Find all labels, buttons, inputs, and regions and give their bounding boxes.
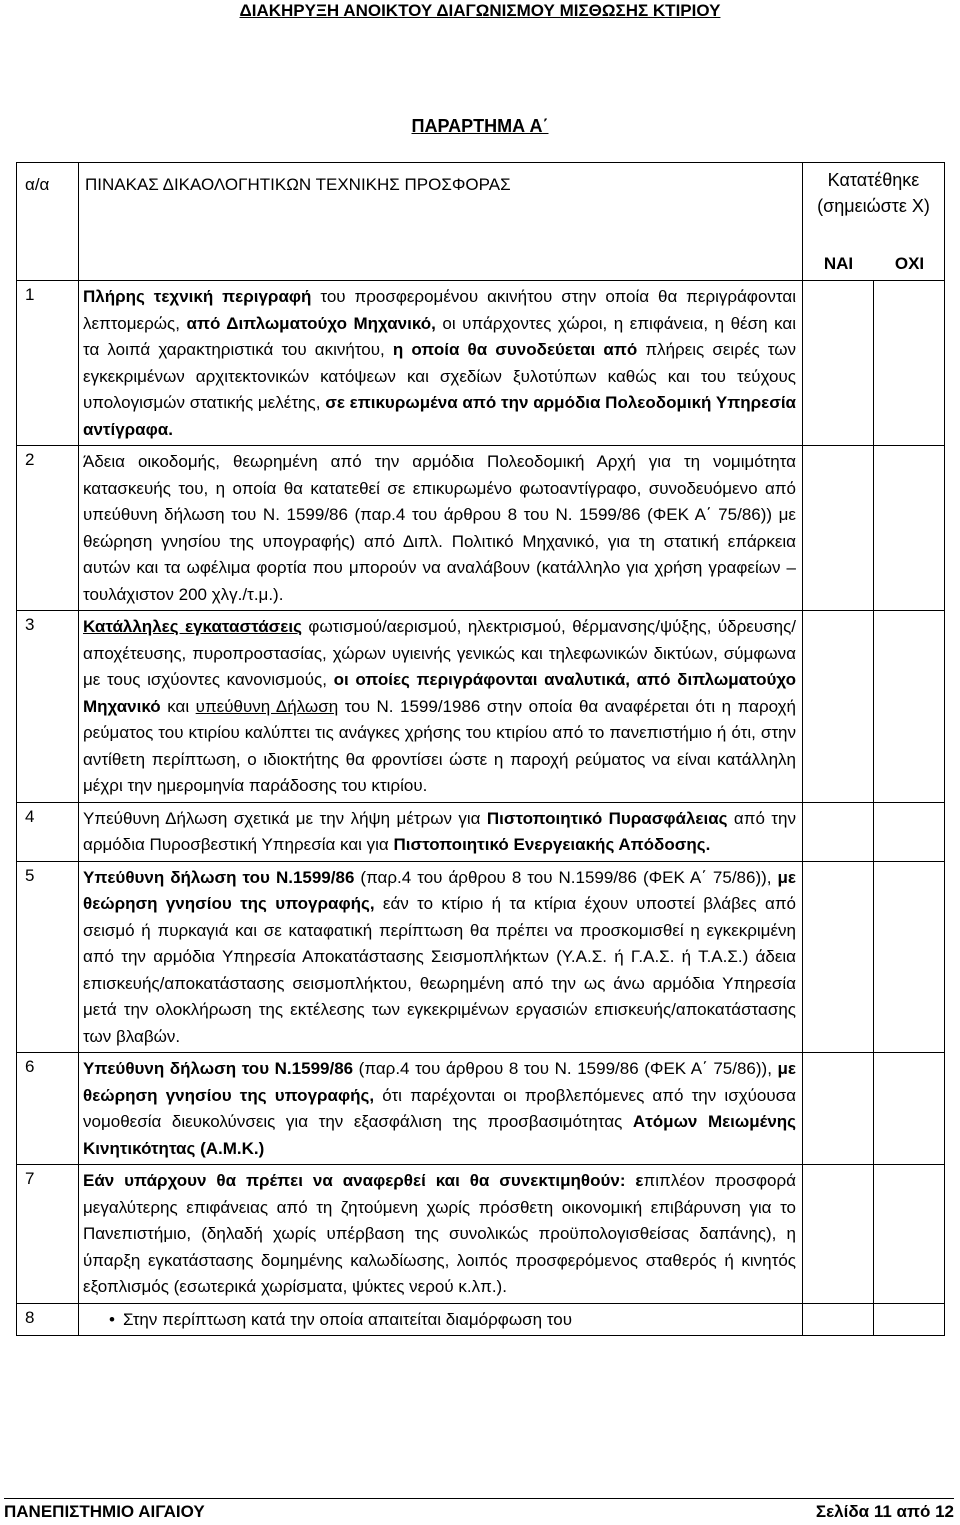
row-description xyxy=(79,1053,803,1165)
footer-page-number: Σελίδα 11 από 12 xyxy=(815,1502,954,1521)
row-number: 6 xyxy=(17,1053,79,1165)
row-number: 3 xyxy=(17,611,79,803)
description-text: φωτισμού/αερισμού, ηλεκτρισμού, θέρμανσης/ψύξης, ύδρευσης/αποχέτευσης, πυροπροστασίας, χώρων υγιεινής γενικώς και τηλεφωνικών δικτύων, σύμφωνα με τους ισχύοντες κανονισμούς, xyxy=(83,617,796,689)
filed-label-line1: Κατατέθηκε xyxy=(827,170,920,190)
checkbox-no-cell[interactable] xyxy=(874,1303,945,1336)
footer-university: ΠΑΝΕΠΙΣΤΗΜΙΟ ΑΙΓΑΙΟΥ xyxy=(4,1502,205,1521)
checkbox-yes-cell[interactable] xyxy=(803,611,874,803)
checkbox-yes-cell[interactable] xyxy=(803,1053,874,1165)
description-text: ότι παρέχονται οι προβλεπόμενες από την ισχύουσα νομοθεσία διευκολύνσεις για την εξασφάλιση της προσβασιμότητας xyxy=(83,1085,796,1131)
table-header-row xyxy=(17,163,945,281)
description-text: οι υπάρχοντες χώροι, η επιφάνεια, η θέση και τα λοιπά χαρακτηριστικά του ακινήτου, xyxy=(83,313,796,359)
table-row xyxy=(17,611,945,803)
checkbox-yes-cell[interactable] xyxy=(803,1303,874,1336)
description-text: εάν το κτίριο ή τα κτίρια έχουν υποστεί βλάβες από σεισμό ή πυρκαγιά και σε καταφατική περίπτωση θα πρέπει να προσκομισθεί η εγκεκριμένη από την αρμόδια Υπηρεσία Αποκατάστασης Σεισμοπλήκτων (Υ.Α.Σ. ή Γ.Α.Σ. ή Τ.Α.Σ.) άδεια επισκευής/αποκατάστασης σεισμοπλήκτου, θεωρημένη από την ως άνω αρμόδια Υπηρεσία μετά την ολοκλήρωση της εκτέλεσης των εγκεκριμένων εργασιών επισκευής/αποκατάστασης των βλαβών. xyxy=(83,894,797,1046)
table-row xyxy=(17,1165,945,1304)
filed-label xyxy=(803,163,944,219)
row-description xyxy=(79,1165,803,1304)
description-text: οι οποίες περιγράφονται αναλυτικά, από διπλωματούχο Μηχανικό xyxy=(83,670,796,716)
description-text: με θεώρηση γνησίου της υπογραφής, xyxy=(83,1059,796,1105)
description-text: πλήρεις σειρές των εγκεκριμένων αρχιτεκτονικών κατόψεων και σχεδίων ξυλοτύπων καθώς και του τεύχους υπολογισμών στατικής μελέτης, xyxy=(83,340,797,412)
bullet-marker: • xyxy=(109,1309,115,1329)
table-row xyxy=(17,861,945,1053)
checkbox-no-cell[interactable] xyxy=(874,1165,945,1304)
checkbox-yes-cell[interactable] xyxy=(803,281,874,446)
description-text: από Διπλωματούχο Μηχανικό, xyxy=(186,313,436,333)
description-text: σε επικυρωμένα από την αρμόδια Πολεοδομική Υπηρεσία αντίγραφα. xyxy=(83,393,797,439)
description-text: και xyxy=(160,696,196,716)
annex-title: ΠΑΡΑΡΤΗΜΑ Α΄ xyxy=(411,116,549,136)
description-text: υπεύθυνη Δήλωση xyxy=(195,696,339,716)
description-text: Ατόμων Μειωμένης Κινητικότητας (Α.Μ.Κ.) xyxy=(83,1112,797,1158)
description-text: με θεώρηση γνησίου της υπογραφής, xyxy=(83,867,796,913)
document-header: ΔΙΑΚΗΡΥΞΗ ΑΝΟΙΚΤΟΥ ΔΙΑΓΩΝΙΣΜΟΥ ΜΙΣΘΩΣΗΣ ΚΤΙΡΙΟΥ xyxy=(239,1,721,20)
table-row xyxy=(17,1053,945,1165)
row-description xyxy=(79,611,803,803)
description-text: του προσφερομένου ακινήτου στην οποία θα περιγράφονται λεπτομερώς, xyxy=(83,287,796,333)
checkbox-no-cell[interactable] xyxy=(874,1053,945,1165)
description-text: Εάν υπάρχουν θα πρέπει να αναφερθεί και θα συνεκτιμηθούν: ε xyxy=(83,1171,644,1190)
description-text: Στην περίπτωση κατά την οποία απαιτείται διαμόρφωση του xyxy=(123,1309,572,1329)
description-text: Υπεύθυνη Δήλωση σχετικά με την λήψη μέτρων για xyxy=(83,808,487,828)
description-text: Κατάλληλες εγκαταστάσεις xyxy=(83,617,302,636)
checkbox-no-cell[interactable] xyxy=(874,802,945,861)
table-row xyxy=(17,281,945,446)
column-header-yes: ΝΑΙ xyxy=(823,254,854,273)
description-text: Πιστοποιητικό Ενεργειακής Απόδοσης. xyxy=(393,835,711,854)
row-description xyxy=(79,1303,803,1336)
row-description xyxy=(79,446,803,611)
table-row xyxy=(17,802,945,861)
row-number: 2 xyxy=(17,446,79,611)
description-text: πιπλέον προσφορά μεγαλύτερης επιφάνειας από τη ζητούμενη χωρίς πρόσθετη οικονομική επιβάρυνση για το Πανεπιστήμιο, (δηλαδή χωρίς υπέρβαση της συνολικώς προϋπολογισθείσας δαπάνης), η ύπαρξη εγκατάστασης δομημένης καλωδίωσης, λοιπός προσφερόμενος σταθερός ή κινητός εξοπλισμός (εσωτερικά χωρίσματα, ψύκτες νερού κ.λπ.). xyxy=(83,1171,796,1296)
description-text: (παρ.4 του άρθρου 8 του Ν. 1599/86 (ΦΕΚ Α΄ 75/86)), xyxy=(353,1059,778,1078)
checkbox-yes-cell[interactable] xyxy=(803,1165,874,1304)
technical-offer-table xyxy=(16,162,945,1336)
description-text: Υπεύθυνη δήλωση του Ν.1599/86 xyxy=(83,867,355,887)
description-text: η οποία θα συνοδεύεται από xyxy=(392,340,638,359)
row-description xyxy=(79,802,803,861)
row-number: 5 xyxy=(17,861,79,1053)
row-description xyxy=(79,281,803,446)
table-row xyxy=(17,446,945,611)
row-number: 7 xyxy=(17,1165,79,1304)
description-text: Υπεύθυνη δήλωση του Ν.1599/86 xyxy=(83,1059,354,1078)
page-footer xyxy=(4,1498,954,1525)
row-number: 1 xyxy=(17,281,79,446)
checkbox-no-cell[interactable] xyxy=(874,861,945,1053)
filed-label-line2: (σημειώστε Χ) xyxy=(817,196,930,216)
checkbox-no-cell[interactable] xyxy=(874,611,945,803)
row-number: 8 xyxy=(17,1303,79,1336)
description-text: του Ν. 1599/1986 στην οποία θα αναφέρεται ότι η παροχή ρεύματος του κτιρίου καλύπτει τις ανάγκες χρήσης του κτιρίου από το πανεπιστήμιο ή ότι, στην αντίθετη περίπτωση, ο ιδιοκτήτης θα φροντίσει ώστε η παροχή ρεύματος να είναι κατάλληλη μέχρι την ημερομηνία παράδοσης του κτιρίου. xyxy=(83,696,797,795)
checkbox-yes-cell[interactable] xyxy=(803,446,874,611)
description-text: Πιστοποιητικό Πυρασφάλειας xyxy=(486,808,728,828)
description-text: Πλήρης τεχνική περιγραφή xyxy=(83,287,312,306)
checkbox-yes-cell[interactable] xyxy=(803,861,874,1053)
checkbox-yes-cell[interactable] xyxy=(803,802,874,861)
column-header-number: α/α xyxy=(17,163,79,281)
column-header-filed xyxy=(803,163,945,281)
column-header-no: ΟΧΙ xyxy=(894,254,925,273)
checkbox-no-cell[interactable] xyxy=(874,281,945,446)
description-text: Άδεια οικοδομής, θεωρημένη από την αρμόδια Πολεοδομική Αρχή για τη νομιμότητα κατασκευής του, η οποία θα κατατεθεί σε επικυρωμένο φωτοαντίγραφο, συνοδευόμενο από υπεύθυνη δήλωση του Ν. 1599/86 (παρ.4 του άρθρου 8 του Ν. 1599/86 (ΦΕΚ Α΄ 75/86)) με θεώρηση γνησίου της υπογραφής) από Διπλ. Πολιτικό Μηχανικό, για τη στατική επάρκεια αυτών και τα ωφέλιμα φορτία που μπορούν να αναλάβουν (κατάλληλο για χρήση γραφείων – τουλάχιστον 200 χλγ./τ.μ.). xyxy=(83,452,796,604)
checkbox-no-cell[interactable] xyxy=(874,446,945,611)
table-row xyxy=(17,1303,945,1336)
row-number: 4 xyxy=(17,802,79,861)
description-text: (παρ.4 του άρθρου 8 του Ν.1599/86 (ΦΕΚ Α΄ 75/86)), xyxy=(354,867,778,887)
row-description xyxy=(79,861,803,1053)
column-header-description: ΠΙΝΑΚΑΣ ΔΙΚΑΟΛΟΓΗΤΙΚΩΝ ΤΕΧΝΙΚΗΣ ΠΡΟΣΦΟΡΑΣ xyxy=(79,163,803,281)
description-text: από την αρμόδια Πυροσβεστική Υπηρεσία και για xyxy=(83,808,796,854)
